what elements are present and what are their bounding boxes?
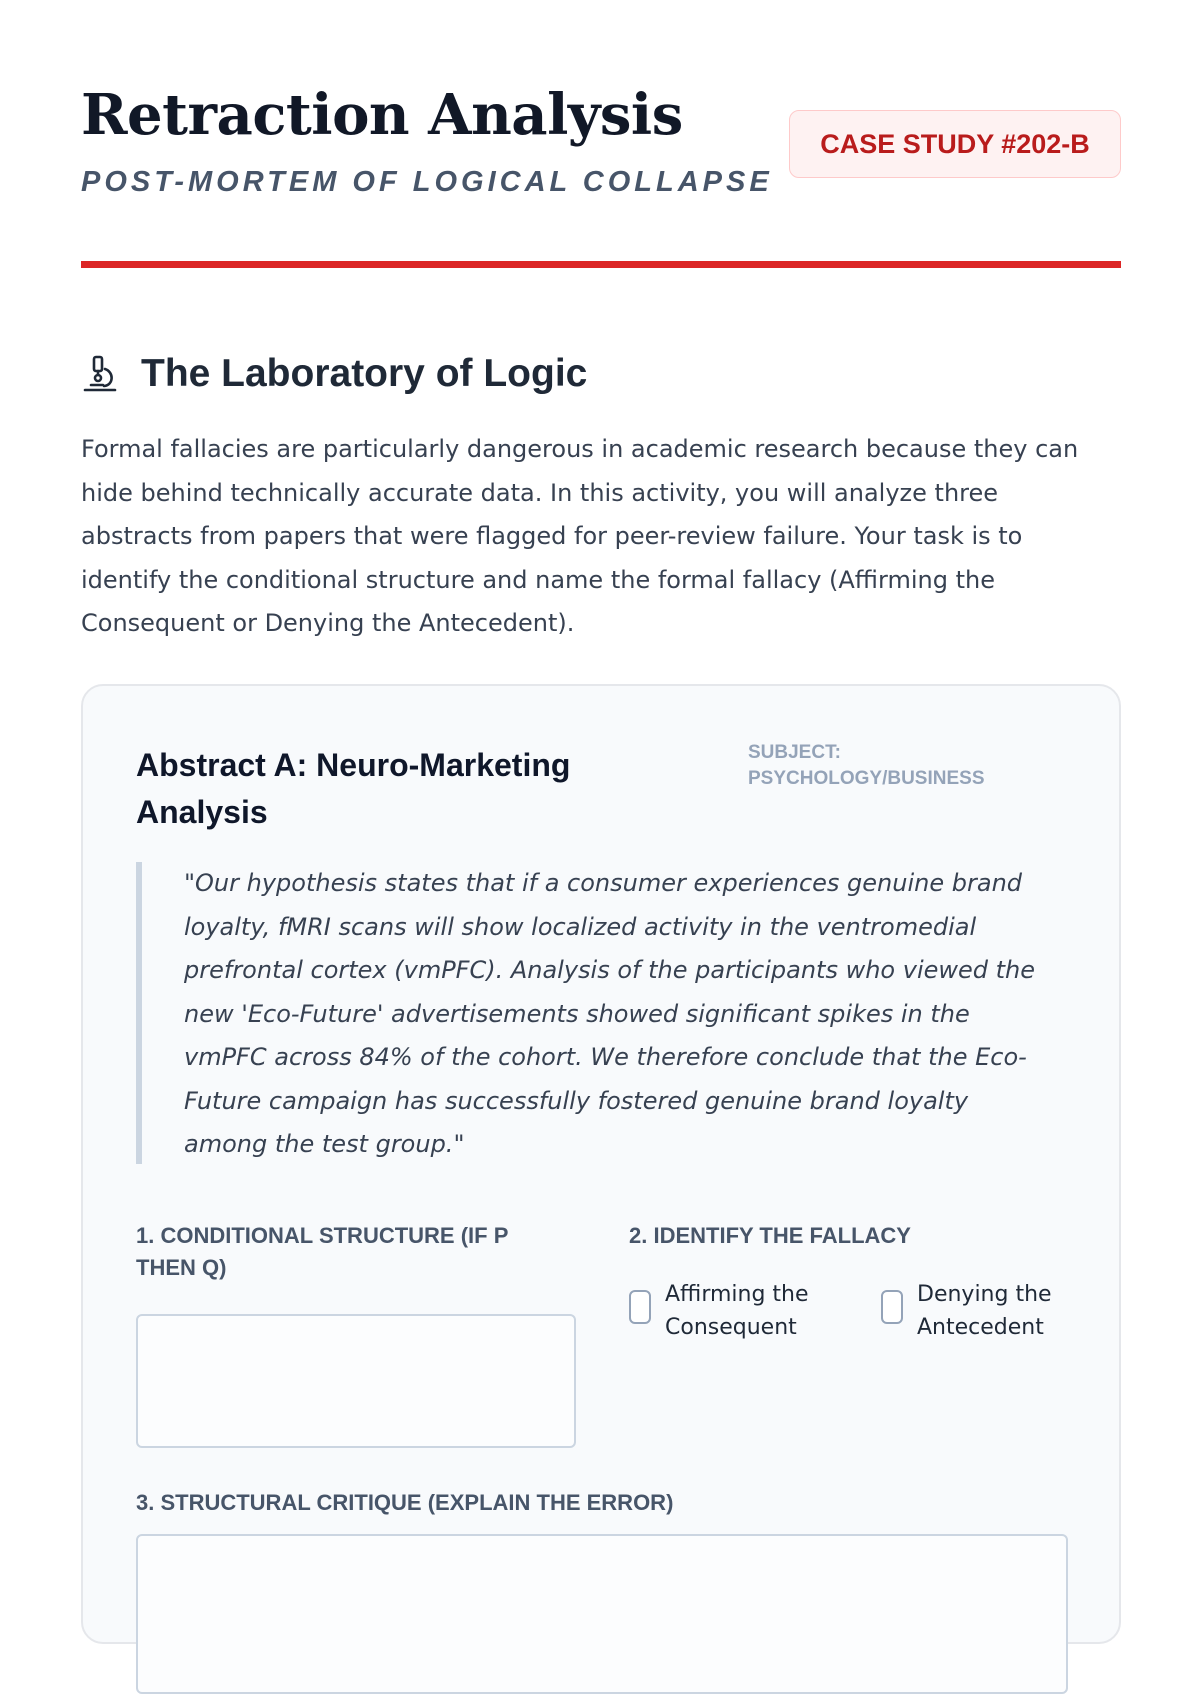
page-header	[81, 80, 1121, 270]
structural-critique-textarea[interactable]	[136, 1534, 1068, 1694]
checkbox[interactable]	[881, 1290, 903, 1324]
microscope-icon	[81, 354, 119, 394]
page-subtitle: POST-MORTEM OF LOGICAL COLLAPSE	[81, 166, 773, 198]
fallacy-label: 2. IDENTIFY THE FALLACY	[629, 1223, 911, 1248]
abstract-quote	[136, 862, 1054, 1164]
conditional-structure-input[interactable]	[136, 1314, 576, 1448]
header-divider	[81, 261, 1121, 268]
abstract-subject: SUBJECT: PSYCHOLOGY/BUSINESS	[748, 742, 985, 789]
conditional-structure-label: 1. CONDITIONAL STRUCTURE (IF P THEN Q)	[136, 1223, 508, 1280]
option-label: Denying the Antecedent	[917, 1282, 1052, 1340]
checkbox[interactable]	[629, 1290, 651, 1324]
section-title: The Laboratory of Logic	[141, 352, 588, 395]
option-denying-antecedent[interactable]	[881, 1278, 1111, 1348]
option-label: Affirming the Consequent	[665, 1282, 809, 1340]
abstract-card	[81, 684, 1121, 1644]
option-affirming-consequent[interactable]	[629, 1278, 859, 1348]
case-study-badge: CASE STUDY #202-B	[789, 110, 1121, 178]
abstract-quote-text: "Our hypothesis states that if a consumer experiences genuine brand loyalty, fMRI scans will show localized activity in the ventromedial prefrontal cortex (vmPFC). Analysis of the participants who viewed the new 'Eco-Future' advertisements showed significant spikes in the vmPFC across 84% of the cohort. We therefore conclude that the Eco-Future campaign has successfully fostered genuine brand loyalty among the test group."	[184, 869, 1036, 1158]
intro-paragraph: Formal fallacies are particularly dangerous in academic research because they can hide behind technically accurate data. In this activity, you will analyze three abstracts from papers that were flagged for peer-review failure. Your task is to identify the conditional structure and name the formal fallacy (Affirming the Consequent or Denying the Antecedent).	[81, 435, 1079, 637]
structural-critique-label: 3. STRUCTURAL CRITIQUE (EXPLAIN THE ERROR)	[136, 1490, 674, 1515]
abstract-title: Abstract A: Neuro-Marketing Analysis	[136, 747, 571, 830]
page-title: Retraction Analysis	[81, 82, 683, 148]
